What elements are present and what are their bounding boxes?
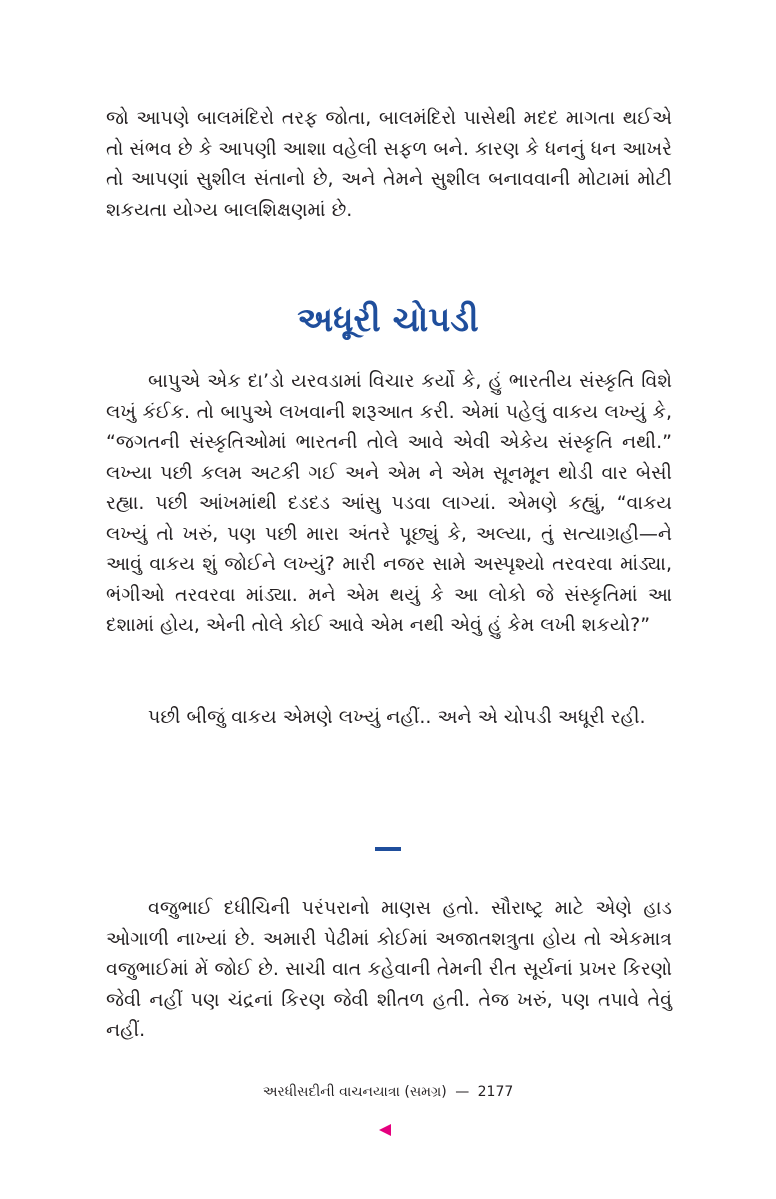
story-paragraph-1: બાપુએ એક દા’ડો યરવડામાં વિચાર કર્યો કે, હું ભારતીય સંસ્કૃતિ વિશે લખું કંઈક. તો બાપુએ લખવાની શરૂઆત કરી. એમાં પહેલું વાકય લખ્યું કે, “જગતની સંસ્કૃતિઓમાં ભારતની તોલે આવે એવી એકેય સંસ્કૃતિ નથી.” લખ્યા પછી કલમ અટકી ગઈ અને એમ ને એમ સૂનમૂન થોડી વાર બેસી રહ્યા. પછી આંખમાંથી દડદડ આંસુ પડવા લાગ્યાં. એમણે કહ્યું, “વાકય લખ્યું તો ખરું, પણ પછી મારા અંતરે પૂછ્યું કે, અલ્યા, તું સત્યાગ્રહી—ને આવું વાકય શું જોઈને લખ્યું? મારી નજર સામે અસ્પૃશ્યો તરવરવા માંડ્યા, ભંગીઓ તરવરવા માંડ્યા. મને એમ થયું કે આ લોકો જે સંસ્કૃતિમાં આ દશામાં હોય, એની તોલે કોઈ આવે એમ નથી એવું હું કેમ લખી શકયો?” (106, 370, 672, 636)
triangle-left-icon[interactable] (379, 1124, 391, 1136)
intro-paragraph: જો આપણે બાલમંદિરો તરફ જોતા, બાલમંદિરો પાસેથી મદદ માગતા થઈએ તો સંભવ છે કે આપણી આશા વહેલી સફળ બને. કારણ કે ધનનું ધન આખરે તો આપણાં સુશીલ સંતાનો છે, અને તેમને સુશીલ બનાવવાની મોટામાં મોટી શકયતા યોગ્ય બાલશિક્ષણમાં છે. (106, 107, 672, 221)
section-divider (375, 847, 401, 851)
footer-separator: — (455, 1084, 470, 1100)
page-footer (0, 1082, 776, 1102)
section-title: અધૂરી ચોપડી (297, 300, 479, 340)
page-number: 2177 (477, 1084, 514, 1100)
story-paragraph-2: પછી બીજું વાકય એમણે લખ્યું નહીં.. અને એ ચોપડી અધૂરી રહી. (148, 706, 646, 728)
footer-book-title: અરધીસદીની વાચનયાત્રા (સમગ્ર) (262, 1084, 447, 1100)
closing-paragraph: વજુભાઈ દધીચિની પરંપરાનો માણસ હતો. સૌરાષ્ટ્ર માટે એણે હાડ ઓગાળી નાખ્યાં છે. અમારી પેઢીમાં કોઈમાં અજાતશત્રુતા હોય તો એકમાત્ર વજુભાઈમાં મેં જોઈ છે. સાચી વાત કહેવાની તેમની રીત સૂર્યનાં પ્રખર કિરણો જેવી નહીં પણ ચંદ્રનાં કિરણ જેવી શીતળ હતી. તેજ ખરું, પણ તપાવે તેવું નહીં. (106, 897, 672, 1041)
